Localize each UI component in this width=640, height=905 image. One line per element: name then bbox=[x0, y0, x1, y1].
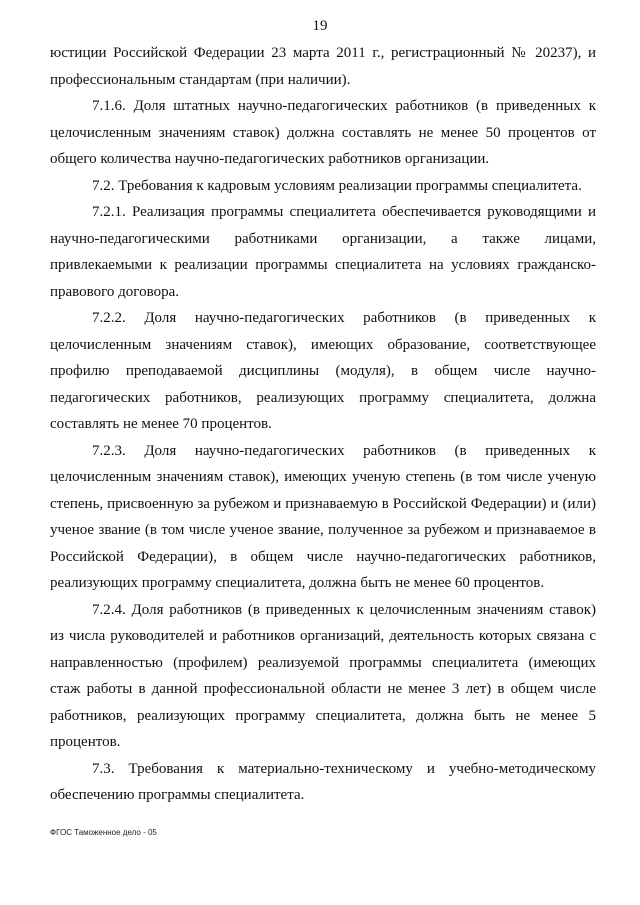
document-body bbox=[50, 40, 596, 809]
paragraph: 7.2.4. Доля работников (в приведенных к целочисленным значениям ставок) из числа руководителей и работников организаций, деятельность которых связана с направленностью (профилем) реализуемой программы специалитета (имеющих стаж работы в данной профессиональной области не менее 3 лет) в общем числе работников, реализующих программу специалитета, должна быть не менее 5 процентов. bbox=[50, 601, 596, 750]
document-footer: ФГОС Таможенное дело - 05 bbox=[50, 828, 157, 837]
paragraph: 7.2. Требования к кадровым условиям реализации программы специалитета. bbox=[92, 177, 582, 194]
paragraph: 7.2.2. Доля научно-педагогических работников (в приведенных к целочисленным значениям ставок), имеющих образование, соответствующее профилю преподаваемой дисциплины (модуля), в общем числе научно-педагогических работников, реализующих программу специалитета, должна составлять не менее 70 процентов. bbox=[50, 310, 596, 432]
paragraph: 7.3. Требования к материально-техническому и учебно-методическому обеспечению программы специалитета. bbox=[50, 760, 596, 803]
paragraph: 7.2.3. Доля научно-педагогических работников (в приведенных к целочисленным значениям ставок), имеющих ученую степень (в том числе ученую степень, присвоенную за рубежом и признаваемую в Российской Федерации) и (или) ученое звание (в том числе ученое звание, полученное за рубежом и признаваемое в Российской Федерации), в общем числе научно-педагогических работников, реализующих программу специалитета, должна быть не менее 60 процентов. bbox=[50, 442, 596, 591]
paragraph: 7.1.6. Доля штатных научно-педагогических работников (в приведенных к целочисленным значениям ставок) должна составлять не менее 50 процентов от общего количества научно-педагогических работников организации. bbox=[50, 98, 596, 167]
paragraph: юстиции Российской Федерации 23 марта 2011 г., регистрационный № 20237), и профессиональным стандартам (при наличии). bbox=[50, 45, 596, 88]
paragraph: 7.2.1. Реализация программы специалитета обеспечивается руководящими и научно-педагогическими работниками организации, а также лицами, привлекаемыми к реализации программы специалитета на условиях гражданско-правового договора. bbox=[50, 204, 596, 300]
page-number: 19 bbox=[312, 18, 328, 34]
